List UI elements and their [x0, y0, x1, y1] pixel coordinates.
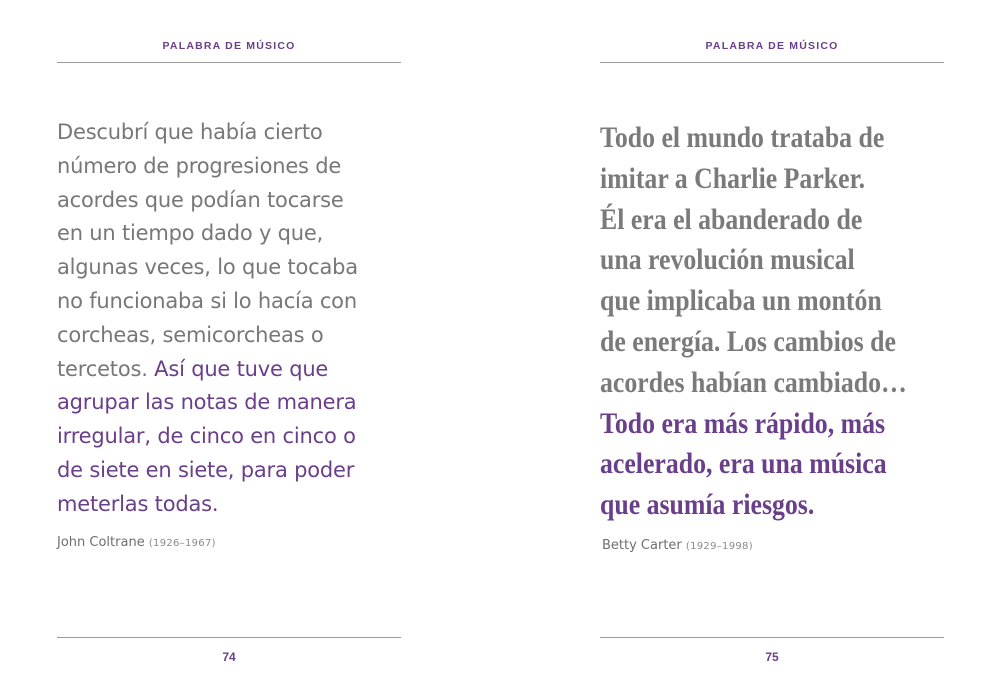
author-name: John Coltrane	[57, 535, 145, 550]
quote-line: de energía. Los cambios de	[600, 324, 896, 358]
quote-line: Descubrí que había cierto	[57, 120, 323, 144]
quote-highlight-segment: Así que tuve que	[154, 356, 329, 381]
quote-line: acordes que podían tocarse	[57, 187, 344, 212]
quote-line: una revolución musical	[600, 243, 855, 277]
quote-line: acordes habían cambiado…	[600, 365, 907, 399]
bottom-rule-right	[600, 637, 944, 638]
quote-segment: tercetos.	[57, 356, 155, 381]
running-head-right: PALABRA DE MÚSICO	[705, 40, 839, 52]
quote-line: Todo el mundo trataba de	[600, 121, 885, 154]
top-rule-left	[57, 62, 401, 63]
quote-line: que implicaba un montón	[600, 284, 882, 318]
page-number-right: 75	[765, 650, 779, 664]
quote-highlight-line: irregular, de cinco en cinco o	[57, 424, 356, 449]
running-head-left: PALABRA DE MÚSICO	[162, 40, 296, 52]
page-number-left: 74	[222, 650, 236, 664]
quote-carter	[600, 118, 944, 526]
quote-line: no funcionaba si lo hacía con	[57, 288, 357, 313]
quote-highlight-line: que asumía riesgos.	[600, 488, 815, 522]
left-page	[57, 0, 401, 700]
quote-line: corcheas, semicorcheas o	[57, 322, 324, 347]
quote-highlight-line: acelerado, era una música	[600, 447, 887, 481]
quote-highlight-line: meterlas todas.	[57, 491, 219, 516]
attribution-carter	[602, 538, 753, 553]
top-rule-right	[600, 62, 944, 63]
author-name: Betty Carter	[602, 538, 682, 553]
quote-line: Él era el abanderado de	[600, 202, 863, 236]
bottom-rule-left	[57, 637, 401, 638]
author-years: (1926–1967)	[148, 538, 216, 549]
quote-highlight-line: de siete en siete, para poder	[57, 457, 355, 482]
attribution-coltrane	[57, 535, 216, 550]
quote-line: número de progresiones de	[57, 153, 342, 178]
quote-line: imitar a Charlie Parker.	[600, 161, 866, 195]
quote-line: en un tiempo dado y que,	[57, 221, 324, 246]
quote-coltrane	[57, 116, 401, 522]
right-page	[600, 0, 944, 700]
quote-line: algunas veces, lo que tocaba	[57, 255, 358, 280]
quote-line-mixed	[57, 353, 401, 387]
author-years: (1929–1998)	[685, 541, 753, 552]
quote-highlight-line: Todo era más rápido, más	[600, 406, 886, 440]
quote-highlight-line: agrupar las notas de manera	[57, 390, 357, 415]
